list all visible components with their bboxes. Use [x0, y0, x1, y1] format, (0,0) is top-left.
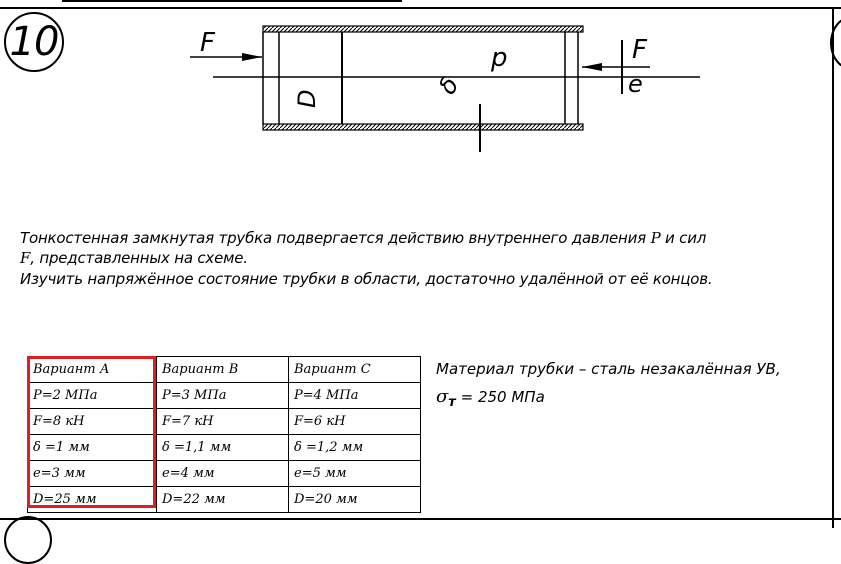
- table-cell: δ =1,2 мм: [289, 435, 421, 461]
- table-cell: P=4 МПа: [289, 383, 421, 409]
- table-header-c: Вариант С: [289, 357, 421, 383]
- sigma-symbol: σ: [436, 386, 449, 407]
- table-cell: P=3 МПа: [157, 383, 289, 409]
- label-eccentricity: e: [628, 70, 643, 98]
- table-cell: F=7 кН: [157, 409, 289, 435]
- table-cell: D=25 мм: [28, 487, 157, 513]
- problem-number: 10: [4, 12, 64, 72]
- label-force-right: F: [632, 35, 647, 65]
- label-force-left: F: [200, 28, 215, 58]
- force-arrowhead-left: [242, 53, 262, 61]
- yield-strength-value: = 250 МПа: [460, 388, 545, 406]
- table-cell: F=6 кН: [289, 409, 421, 435]
- material-line-1: Материал трубки – сталь незакалённая УВ,: [436, 360, 781, 378]
- tube-wall-bottom: [263, 124, 583, 130]
- label-pressure: p: [491, 43, 508, 73]
- sigma-subscript: т: [448, 395, 456, 410]
- table-cell: D=22 мм: [157, 487, 289, 513]
- label-diameter: D: [293, 89, 321, 108]
- material-line-2: [436, 386, 545, 410]
- description-line-1-end: и сил: [665, 229, 707, 247]
- table-cell: F=8 кН: [28, 409, 157, 435]
- variant-a-highlight: [27, 356, 156, 508]
- label-thickness: δ: [432, 72, 465, 99]
- table-cell: δ =1,1 мм: [157, 435, 289, 461]
- table-cell: e=4 мм: [157, 461, 289, 487]
- table-cell: P=2 МПа: [28, 383, 157, 409]
- description-line-2: [20, 249, 248, 267]
- description-line-1-text: Тонкостенная замкнутая трубка подвергается действию внутреннего давления: [20, 229, 646, 247]
- table-cell: δ =1 мм: [28, 435, 157, 461]
- table-header-b: Вариант В: [157, 357, 289, 383]
- description-line-2-text: , представленных на схеме.: [30, 249, 248, 267]
- table-cell: e=5 мм: [289, 461, 421, 487]
- description-line-1: [20, 229, 706, 247]
- pressure-symbol: P: [650, 229, 661, 247]
- table-cell: e=3 мм: [28, 461, 157, 487]
- force-symbol: F: [20, 249, 31, 267]
- force-arrowhead-right: [582, 63, 602, 71]
- table-header-a: Вариант А: [28, 357, 157, 383]
- table-cell: D=20 мм: [289, 487, 421, 513]
- tube-wall-top: [263, 26, 583, 32]
- description-line-3: Изучить напряжённое состояние трубки в области, достаточно удалённой от её концов.: [20, 270, 713, 288]
